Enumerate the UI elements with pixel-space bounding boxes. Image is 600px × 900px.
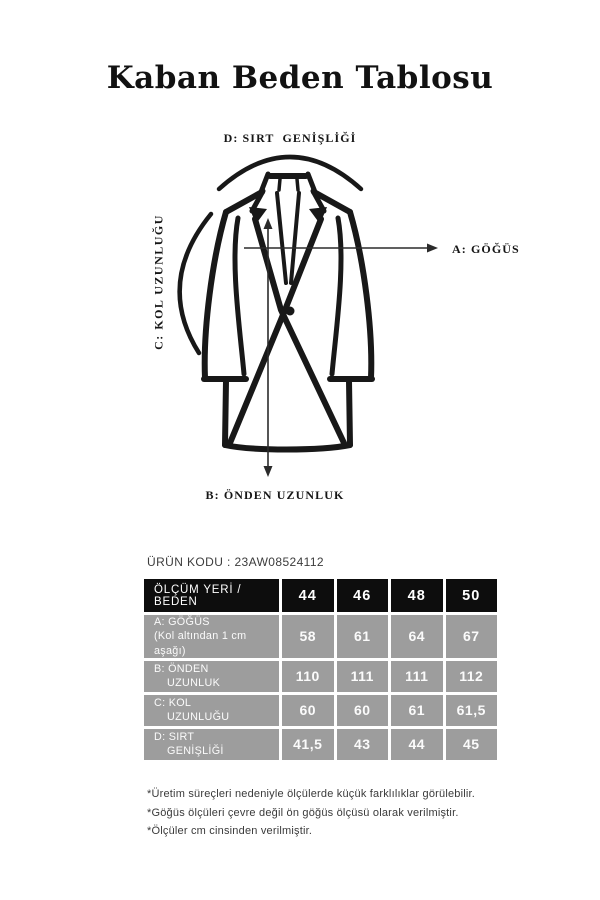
arrowhead-up xyxy=(264,218,273,229)
cell-value: 67 xyxy=(446,615,498,658)
footnote-units: *Ölçüler cm cinsinden verilmiştir. xyxy=(147,825,313,837)
coat-illustration xyxy=(140,143,455,488)
table-row-back-width xyxy=(144,729,497,760)
measure-label-sleeve-length: C: KOL UZUNLUĞU xyxy=(151,214,166,350)
cell-value: 58 xyxy=(282,615,334,658)
header-size-46: 46 xyxy=(337,579,389,612)
table-row-front-length xyxy=(144,661,497,692)
header-size-44: 44 xyxy=(282,579,334,612)
cell-value: 45 xyxy=(446,729,498,760)
cell-value: 110 xyxy=(282,661,334,692)
cell-value: 61 xyxy=(337,615,389,658)
table-row-sleeve-length xyxy=(144,695,497,726)
cell-value: 111 xyxy=(391,661,443,692)
header-size-50: 50 xyxy=(446,579,498,612)
footnotes xyxy=(147,785,475,841)
table-row-chest xyxy=(144,615,497,658)
header-measure-place: ÖLÇÜM YERİ / BEDEN xyxy=(144,579,279,612)
cell-value: 111 xyxy=(337,661,389,692)
arrowhead-down xyxy=(264,466,273,477)
table-header-row xyxy=(144,579,497,612)
size-table xyxy=(141,576,500,763)
measure-label-chest: A: GÖĞÜS xyxy=(452,242,520,256)
cell-value: 61 xyxy=(391,695,443,726)
cell-value: 43 xyxy=(337,729,389,760)
row-label: D: SIRT GENİŞLİĞİ xyxy=(144,729,279,760)
cell-value: 44 xyxy=(391,729,443,760)
footnote-chest-measure: *Göğüs ölçüleri çevre değil ön göğüs ölçüsü olarak verilmiştir. xyxy=(147,806,459,819)
cell-value: 60 xyxy=(282,695,334,726)
page-title: Kaban Beden Tablosu xyxy=(106,60,494,96)
arrowhead-right xyxy=(427,244,438,253)
measure-label-front-length: B: ÖNDEN UZUNLUK xyxy=(205,488,345,502)
row-label: B: ÖNDEN UZUNLUK xyxy=(144,661,279,692)
coat-outline xyxy=(180,157,372,450)
coat-button xyxy=(286,307,295,316)
footnote-production: *Üretim süreçleri nedeniyle ölçülerde küçük farklılıklar görülebilir. xyxy=(147,788,476,800)
header-size-48: 48 xyxy=(391,579,443,612)
product-code: ÜRÜN KODU : 23AW08524112 xyxy=(147,555,325,569)
row-label: C: KOL UZUNLUĞU xyxy=(144,695,279,726)
cell-value: 112 xyxy=(446,661,498,692)
cell-value: 61,5 xyxy=(446,695,498,726)
cell-value: 64 xyxy=(391,615,443,658)
row-label: A: GÖĞÜS (Kol altından 1 cm aşağı) xyxy=(144,615,279,658)
measure-label-back-width: D: SIRT GENİŞLİĞİ xyxy=(223,131,357,145)
cell-value: 41,5 xyxy=(282,729,334,760)
cell-value: 60 xyxy=(337,695,389,726)
